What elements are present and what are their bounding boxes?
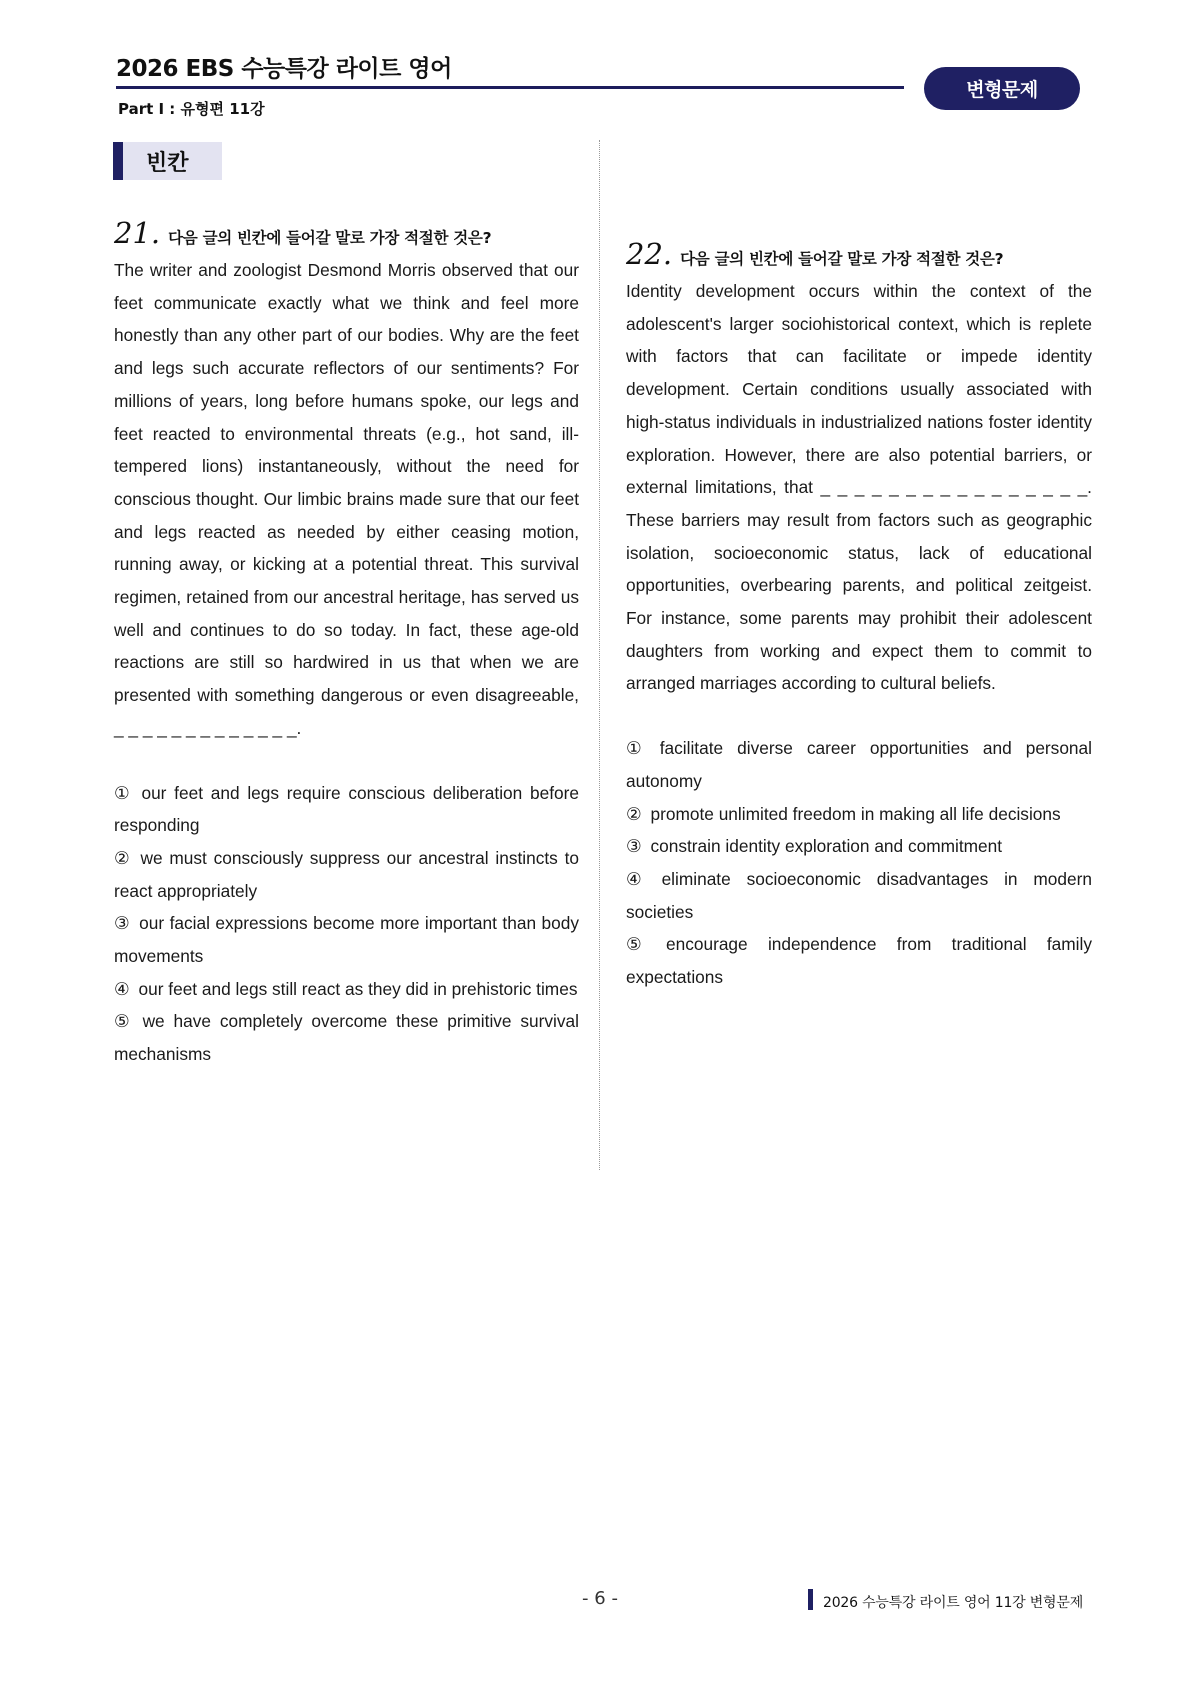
question-21-option-4[interactable] xyxy=(114,973,579,1006)
question-21-prompt: 다음 글의 빈칸에 들어갈 말로 가장 적절한 것은? xyxy=(168,229,492,247)
question-21-blank: _ _ _ _ _ _ _ _ _ _ _ _ _. xyxy=(114,717,302,738)
question-21-option-3[interactable] xyxy=(114,907,579,972)
question-22 xyxy=(626,237,1092,994)
option-text: encourage independence from traditional family expectations xyxy=(626,934,1092,988)
variant-badge: 변형문제 xyxy=(924,67,1080,110)
section-tag-bar xyxy=(113,142,123,180)
question-21-passage-text: The writer and zoologist Desmond Morris observed that our feet communicate exactly what we think and feel more honestly than any other part of our bodies. Why are the feet and legs such accurate reflectors of our sentiments? For millions of years, long before humans spoke, our legs and feet reacted to environmental threats (e.g., hot sand, ill-tempered lions) instantaneously, without the need for conscious thought. Our limbic brains made sure that our feet and legs reacted as needed by either ceasing motion, running away, or kicking at a potential threat. This survival regimen, retained from our ancestral heritage, has served us well and continues to do so today. In fact, these age-old reactions are still so hardwired in us that when we are presented with something dangerous or even disagreeable, xyxy=(114,260,579,706)
question-21-header xyxy=(114,216,579,250)
question-22-option-2[interactable] xyxy=(626,798,1092,831)
footer-label: 2026 수능특강 라이트 영어 11강 변형문제 xyxy=(823,1595,1084,1611)
footer-bar xyxy=(808,1589,813,1610)
question-21-options xyxy=(114,777,579,1071)
option-number: ② xyxy=(626,803,642,824)
question-22-prompt: 다음 글의 빈칸에 들어갈 말로 가장 적절한 것은? xyxy=(680,250,1004,268)
question-22-number: 22. xyxy=(626,237,673,271)
question-21-option-2[interactable] xyxy=(114,842,579,907)
option-text: our facial expressions become more important than body movements xyxy=(114,913,579,967)
question-22-options xyxy=(626,732,1092,994)
question-22-header xyxy=(626,237,1092,271)
question-22-option-5[interactable] xyxy=(626,928,1092,993)
document-title: 2026 EBS 수능특강 라이트 영어 xyxy=(116,56,452,82)
part-label: Part Ⅰ : 유형편 11강 xyxy=(118,100,265,118)
option-text: eliminate socioeconomic disadvantages in modern societies xyxy=(626,868,1092,922)
option-text: we have completely overcome these primitive survival mechanisms xyxy=(114,1011,579,1065)
option-text: facilitate diverse career opportunities and personal autonomy xyxy=(626,738,1092,791)
question-21-option-5[interactable] xyxy=(114,1005,579,1070)
question-22-passage-before: Identity development occurs within the context of the adolescent's larger sociohistorical context, which is replete with factors that can facilitate or impede identity development. Certain conditions usually associated with high-status individuals in industrialized nations foster identity exploration. However, there are also potential barriers, or external limitations, that xyxy=(626,281,1092,498)
question-21-number: 21. xyxy=(114,216,161,250)
option-text: our feet and legs still react as they did in prehistoric times xyxy=(138,978,578,999)
question-21 xyxy=(114,216,579,1071)
header-rule xyxy=(116,86,904,89)
option-text: constrain identity exploration and commitment xyxy=(650,836,1003,857)
section-label: 빈칸 xyxy=(146,151,189,176)
option-text: our feet and legs require conscious deliberation before responding xyxy=(114,782,580,836)
column-divider xyxy=(599,140,600,1170)
question-22-option-1[interactable] xyxy=(626,732,1092,797)
option-number: ⑤ xyxy=(626,934,657,955)
section-tag xyxy=(113,142,222,180)
option-number: ③ xyxy=(114,913,131,934)
question-22-option-3[interactable] xyxy=(626,830,1092,863)
option-number: ⑤ xyxy=(114,1011,134,1032)
question-22-option-4[interactable] xyxy=(626,863,1092,928)
option-text: promote unlimited freedom in making all life decisions xyxy=(650,803,1061,824)
question-21-option-1[interactable] xyxy=(114,777,579,842)
option-number: ④ xyxy=(114,978,130,999)
option-number: ① xyxy=(626,738,651,759)
option-number: ④ xyxy=(626,868,653,889)
option-number: ① xyxy=(114,782,133,803)
page-number: - 6 - xyxy=(582,1588,618,1609)
question-22-passage-after: These barriers may result from factors such as geographic isolation, socioeconomic status, lack of educational opportunities, overbearing parents, and political zeitgeist. For instance, some parents may prohibit their adolescent daughters from working and expect them to commit to arranged marriages according to cultural beliefs. xyxy=(626,509,1092,694)
option-number: ② xyxy=(114,847,132,868)
question-22-passage xyxy=(626,275,1092,700)
question-22-blank: _ _ _ _ _ _ _ _ _ _ _ _ _ _ _ _. xyxy=(820,477,1092,498)
option-text: we must consciously suppress our ancestral instincts to react appropriately xyxy=(114,847,580,901)
option-number: ③ xyxy=(626,836,642,857)
question-21-passage xyxy=(114,254,579,745)
